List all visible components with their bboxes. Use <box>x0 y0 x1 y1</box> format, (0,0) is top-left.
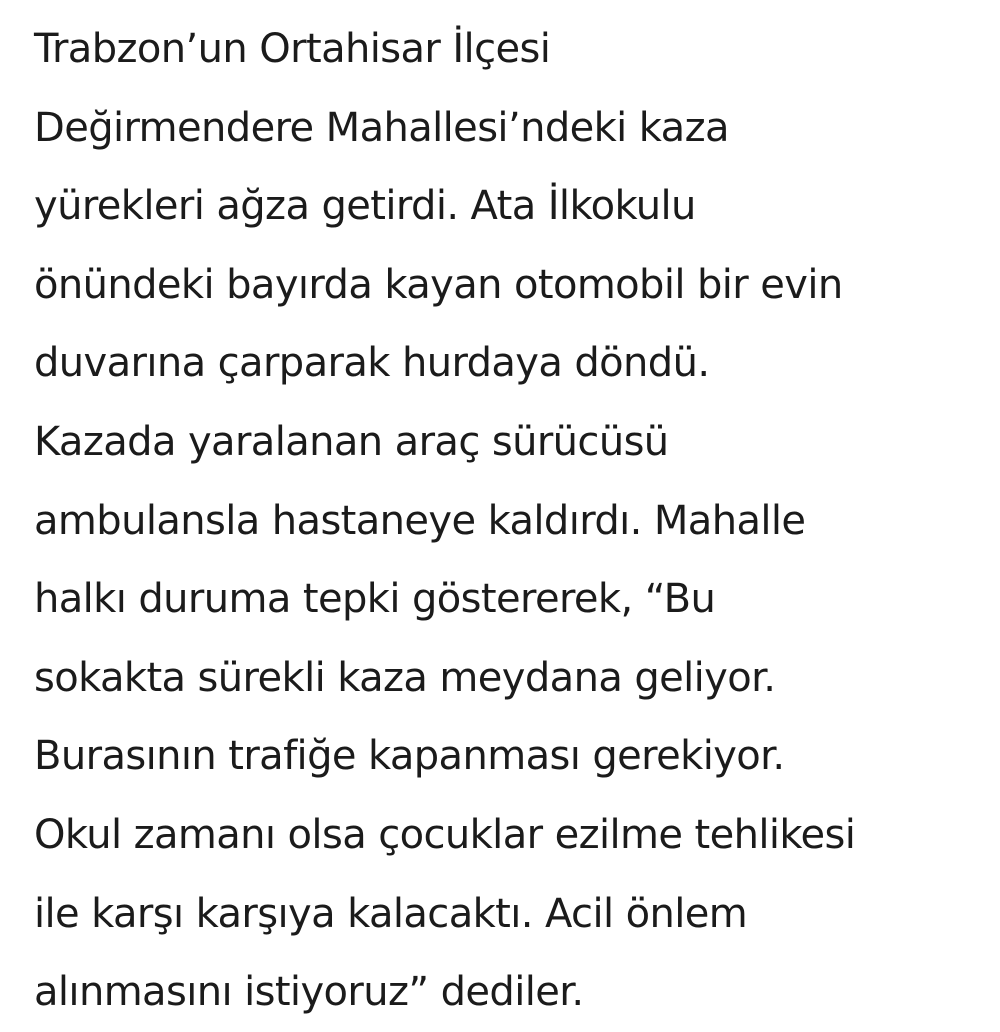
article-line-4: önündeki bayırda kayan otomobil bir evin <box>34 261 843 308</box>
article-line-1: Trabzon’un Ortahisar İlçesi <box>34 26 551 72</box>
article-line-6: Kazada yaralanan araç sürücüsü <box>34 418 669 465</box>
article-line-12: ile karşı karşıya kalacaktı. Acil önlem <box>34 890 748 937</box>
article-line-11: Okul zamanı olsa çocuklar ezilme tehlikesi <box>34 811 856 858</box>
article-line-2: Değirmendere Mahallesi’ndeki kaza <box>34 104 729 151</box>
article-paragraph <box>34 10 984 1032</box>
article-line-13: alınmasını istiyoruz” dediler. <box>34 969 584 1016</box>
article-line-3: yürekleri ağza getirdi. Ata İlkokulu <box>34 183 696 230</box>
article-line-7: ambulansla hastaneye kaldırdı. Mahalle <box>34 497 806 544</box>
article-line-10: Burasının trafiğe kapanması gerekiyor. <box>34 733 785 780</box>
article-line-8: halkı duruma tepki göstererek, “Bu <box>34 576 716 623</box>
article-line-9: sokakta sürekli kaza meydana geliyor. <box>34 654 776 701</box>
article-line-5: duvarına çarparak hurdaya döndü. <box>34 340 710 387</box>
